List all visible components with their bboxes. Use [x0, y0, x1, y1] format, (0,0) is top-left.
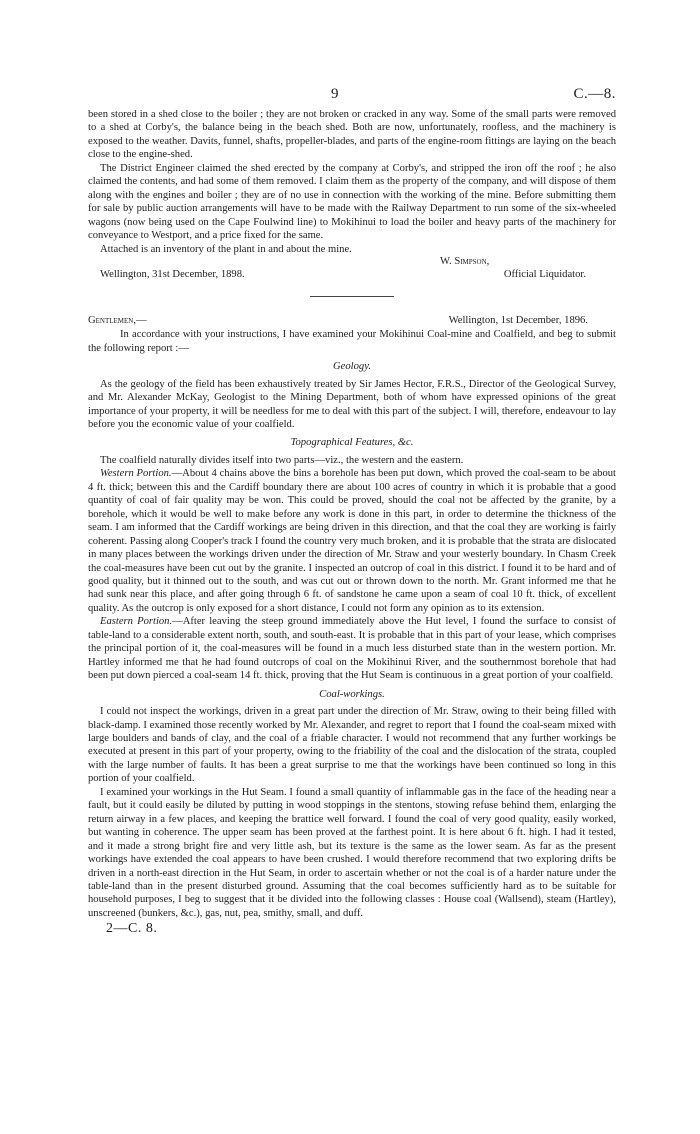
letter-opening: In accordance with your instructions, I have examined your Mokihinui Coal-mine and Coalfield, and beg to submit the following report :— — [88, 329, 616, 354]
topography-intro: The coalfield naturally divides itself into two parts—viz., the western and the eastern. — [100, 454, 464, 466]
salutation: Gentlemen,— — [88, 314, 147, 326]
coal-workings-paragraph: I examined your workings in the Hut Seam. I found a small quantity of inflammable gas in the face of the heading near a fault, but it could easily be diluted by putting in wood stoppings in the stentons, stowing refuse behind them, enlarging the return airway in a few places, and keeping the brattice well forward. I found the coal of very good quality, easily worked, but wanting in coherence. The upper seam has been proved at the farthest point. It is here about 6 ft. high. I had it tested, and it made a strong bright fire and very little ash, but its texture is the same as the lower seam. As far as the present workings have extended the coal appears to have been crushed. I would therefore recommend that two exploring drifts be driven in a north-east direction in the Hut Seam, in order to ascertain whether or not the coal is of a harder nature under the table-land than in the present disturbed ground. Assuming that the coal becomes sufficiently hard as to be suitable for household purposes, I beg to suggest that it be divided into the following classes : House coal (Wallsend), steam (Hartley), unscreened (bunkers, &c.), gas, nut, pea, smithy, small, and duff. — [88, 786, 616, 919]
signature-mark: 2—C. 8. — [106, 921, 158, 937]
intro-paragraph: Attached is an inventory of the plant in and about the mine. — [100, 243, 352, 255]
signature-name-line — [88, 256, 616, 269]
western-portion-label: Western Portion. — [100, 468, 172, 480]
heading-topographical-features: Topographical Features, &c. — [290, 437, 414, 449]
western-portion-paragraph — [88, 467, 616, 615]
page-header — [88, 86, 616, 108]
intro-paragraph: been stored in a shed close to the boiler ; they are not broken or cracked in any way. Some of the small parts were removed to a shed at Corby's, the balance being in the beach shed. Both are now, unfortunately, roofless, and the machinery is exposed to the weather. Davits, funnel, shafts, propeller-blades, and parts of the engine-room fittings are laying on the beach close to the engine-shed. — [88, 109, 616, 161]
letter-date: Wellington, 1st December, 1896. — [448, 314, 588, 326]
signature-place-date: Wellington, 31st December, 1898. — [100, 269, 245, 281]
heading-geology: Geology. — [333, 361, 371, 373]
document-page — [88, 86, 616, 937]
eastern-portion-text: —After leaving the steep ground immediately above the Hut level, I found the surface to consist of table-land to a considerable extent north, south, and south-east. It is probable that in this part of your lease, which comprises the principal portion of it, the coal-measures will be found in a much less disturbed state than in the western portion. Mr. Hartley informed me that he had found outcrops of coal on the Mokihinui River, and the southernmost borehole that had been put down pierced a coal-seam 14 ft. thick, proving that the Hut Seam is continuous in a great portion of your coalfield. — [88, 616, 616, 682]
eastern-portion-paragraph — [88, 615, 616, 682]
letter-salutation-line — [88, 315, 616, 328]
page-number: 9 — [331, 86, 339, 102]
coal-workings-paragraph: I could not inspect the workings, driven in a great part under the direction of Mr. Straw, owing to their being filled with black-damp. I examined those recently worked by Mr. Alexander, and regret to report that I found the coal-seam mixed with large boulders and bands of clay, and the coal of a friable character. I would not recommend that any further workings be executed at present in this part of your property, owing to the friability of the coal and the dislocation of the strata, coupled with the large number of faults. It has been a great surprise to me that the workings have been continued so long in this portion of your coalfield. — [88, 706, 616, 785]
geology-paragraph: As the geology of the field has been exhaustively treated by Sir James Hector, F.R.S., Director of the Geological Survey, and Mr. Alexander McKay, Geologist to the Mining Department, both of whom have expressed opinions of the great importance of your property, it will be needless for me to deal with this part of the subject. I will, therefore, endeavour to lay before you the economic value of your coalfield. — [88, 378, 616, 431]
signature-place-line — [88, 269, 616, 282]
section-divider — [310, 296, 394, 297]
western-portion-text: —About 4 chains above the bins a borehole has been put down, which proved the coal-seam to be about 4 ft. thick; between this and the Cardiff boundary there are about 100 acres of country in which it is probable that a good quantity of coal of fair quality may be won. This could be proved, should the coal not be affected by the granite, by a borehole, which it would be well to make before any work is done in this part, in order to determine the thickness of the seam. I am informed that the Cardiff workings are being driven in this direction, and that the coal they are working is fairly coherent. Passing along Cooper's track I found the country very much broken, and it is probable that the strata are dislocated in many places between the workings driven under the direction of Mr. Straw and your westerly boundary. In Chasm Creek the coal-measures have been cut out by the granite. I inspected an outcrop of coal in this district. I found it to be hard and of good quality, but it thinned out to the south, and was cut out or thrown down to the north. Mr. Grant informed me that he had sunk near this place, and after going through 6 ft. of sandstone he came upon a seam of coal 10 ft. thick, of excellent quality. As the outcrop is only exposed for a short distance, I could not form any opinion as to its extension. — [88, 468, 616, 614]
signatory-title: Official Liquidator. — [503, 269, 586, 281]
document-reference: C.—8. — [573, 86, 616, 102]
signatory-name: W. Simpson, — [440, 255, 490, 267]
eastern-portion-label: Eastern Portion. — [100, 616, 173, 628]
heading-coal-workings: Coal-workings. — [319, 688, 385, 700]
intro-paragraph: The District Engineer claimed the shed erected by the company at Corby's, and stripped the iron off the roof ; he also claimed the contents, and had some of them removed. I claim them as the property of the company, and will dispose of them along with the engines and boiler ; they are of no use in connection with the working of the mine. Before submitting them for sale by public auction arrangements will have to be made with the Railway Department to run some of the six-wheeled wagons (now being used on the Cape Foulwind line) to Mokihinui to load the boiler and heavy parts of the machinery for conveyance to Westport, and a price fixed for the same. — [88, 162, 616, 242]
